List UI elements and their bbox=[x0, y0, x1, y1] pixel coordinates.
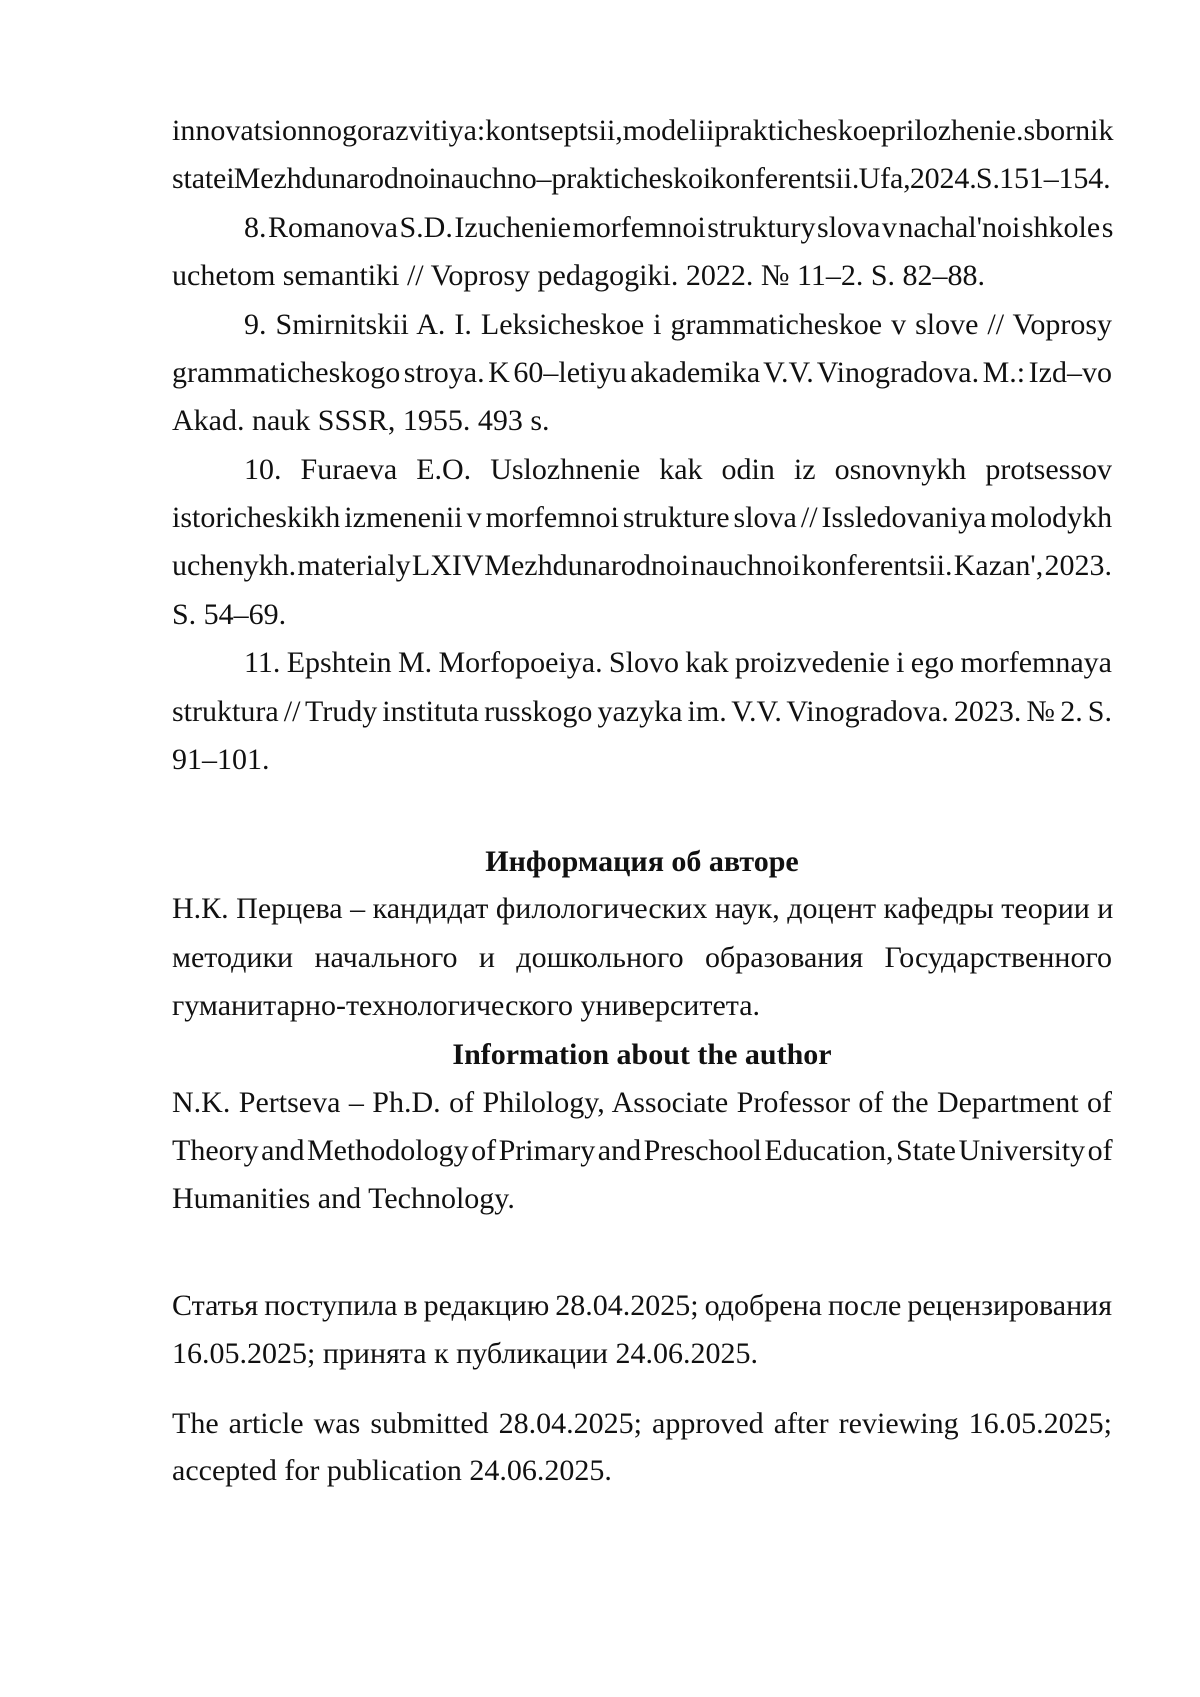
text-line: accepted for publication 24.06.2025. bbox=[172, 1447, 1112, 1495]
text-line: Theory and Methodology of Primary and Preschool Education, State University of bbox=[172, 1127, 1112, 1175]
text-line: The article was submitted 28.04.2025; approved after reviewing 16.05.2025; bbox=[172, 1400, 1112, 1448]
text-line: 10. Furaeva E.O. Uslozhnenie kak odin iz osnovnykh protsessov bbox=[244, 446, 1112, 494]
text-line: 11. Epshtein M. Morfopoeiya. Slovo kak proizvedenie i ego morfemnaya bbox=[244, 639, 1112, 687]
text-line: 91–101. bbox=[172, 736, 1112, 784]
text-line: uchetom semantiki // Voprosy pedagogiki. 2022. № 11–2. S. 82–88. bbox=[172, 252, 1112, 300]
text-line: N.K. Pertseva – Ph.D. of Philology, Associate Professor of the Department of bbox=[172, 1079, 1112, 1127]
text-line: 8. Romanova S.D. Izuchenie morfemnoi struktury slova v nachal'noi shkole s bbox=[244, 204, 1112, 252]
text-line: Н.К. Перцева – кандидат филологических наук, доцент кафедры теории и bbox=[172, 885, 1112, 933]
text-line: S. 54–69. bbox=[172, 591, 1112, 639]
text-line: struktura // Trudy instituta russkogo yazyka im. V.V. Vinogradova. 2023. № 2. S. bbox=[172, 688, 1112, 736]
text-line: Akad. nauk SSSR, 1955. 493 s. bbox=[172, 397, 1112, 445]
section-heading: Информация об авторе bbox=[172, 838, 1112, 886]
text-line: statei Mezhdunarodnoi nauchno–prakticheskoi konferentsii. Ufa, 2024. S. 151–154. bbox=[172, 155, 1112, 203]
text-line: методики начального и дошкольного образования Государственного bbox=[172, 934, 1112, 982]
text-line: istoricheskikh izmenenii v morfemnoi strukture slova // Issledovaniya molodykh bbox=[172, 494, 1112, 542]
text-line: 9. Smirnitskii A. I. Leksicheskoe i grammaticheskoe v slove // Voprosy bbox=[244, 301, 1112, 349]
text-line: гуманитарно-технологического университета. bbox=[172, 982, 1112, 1030]
section-heading: Information about the author bbox=[172, 1031, 1112, 1079]
text-line: Статья поступила в редакцию 28.04.2025; одобрена после рецензирования bbox=[172, 1282, 1112, 1330]
text-line: Humanities and Technology. bbox=[172, 1175, 1112, 1223]
text-line: 16.05.2025; принята к публикации 24.06.2025. bbox=[172, 1330, 1112, 1378]
text-line: uchenykh. materialy LXIV Mezhdunarodnoi nauchnoi konferentsii. Kazan', 2023. bbox=[172, 542, 1112, 590]
text-line: grammaticheskogo stroya. K 60–letiyu akademika V.V. Vinogradova. M.: Izd–vo bbox=[172, 349, 1112, 397]
text-line: innovatsionnogo razvitiya: kontseptsii, modeli i prakticheskoe prilozhenie. sbornik bbox=[172, 107, 1112, 155]
